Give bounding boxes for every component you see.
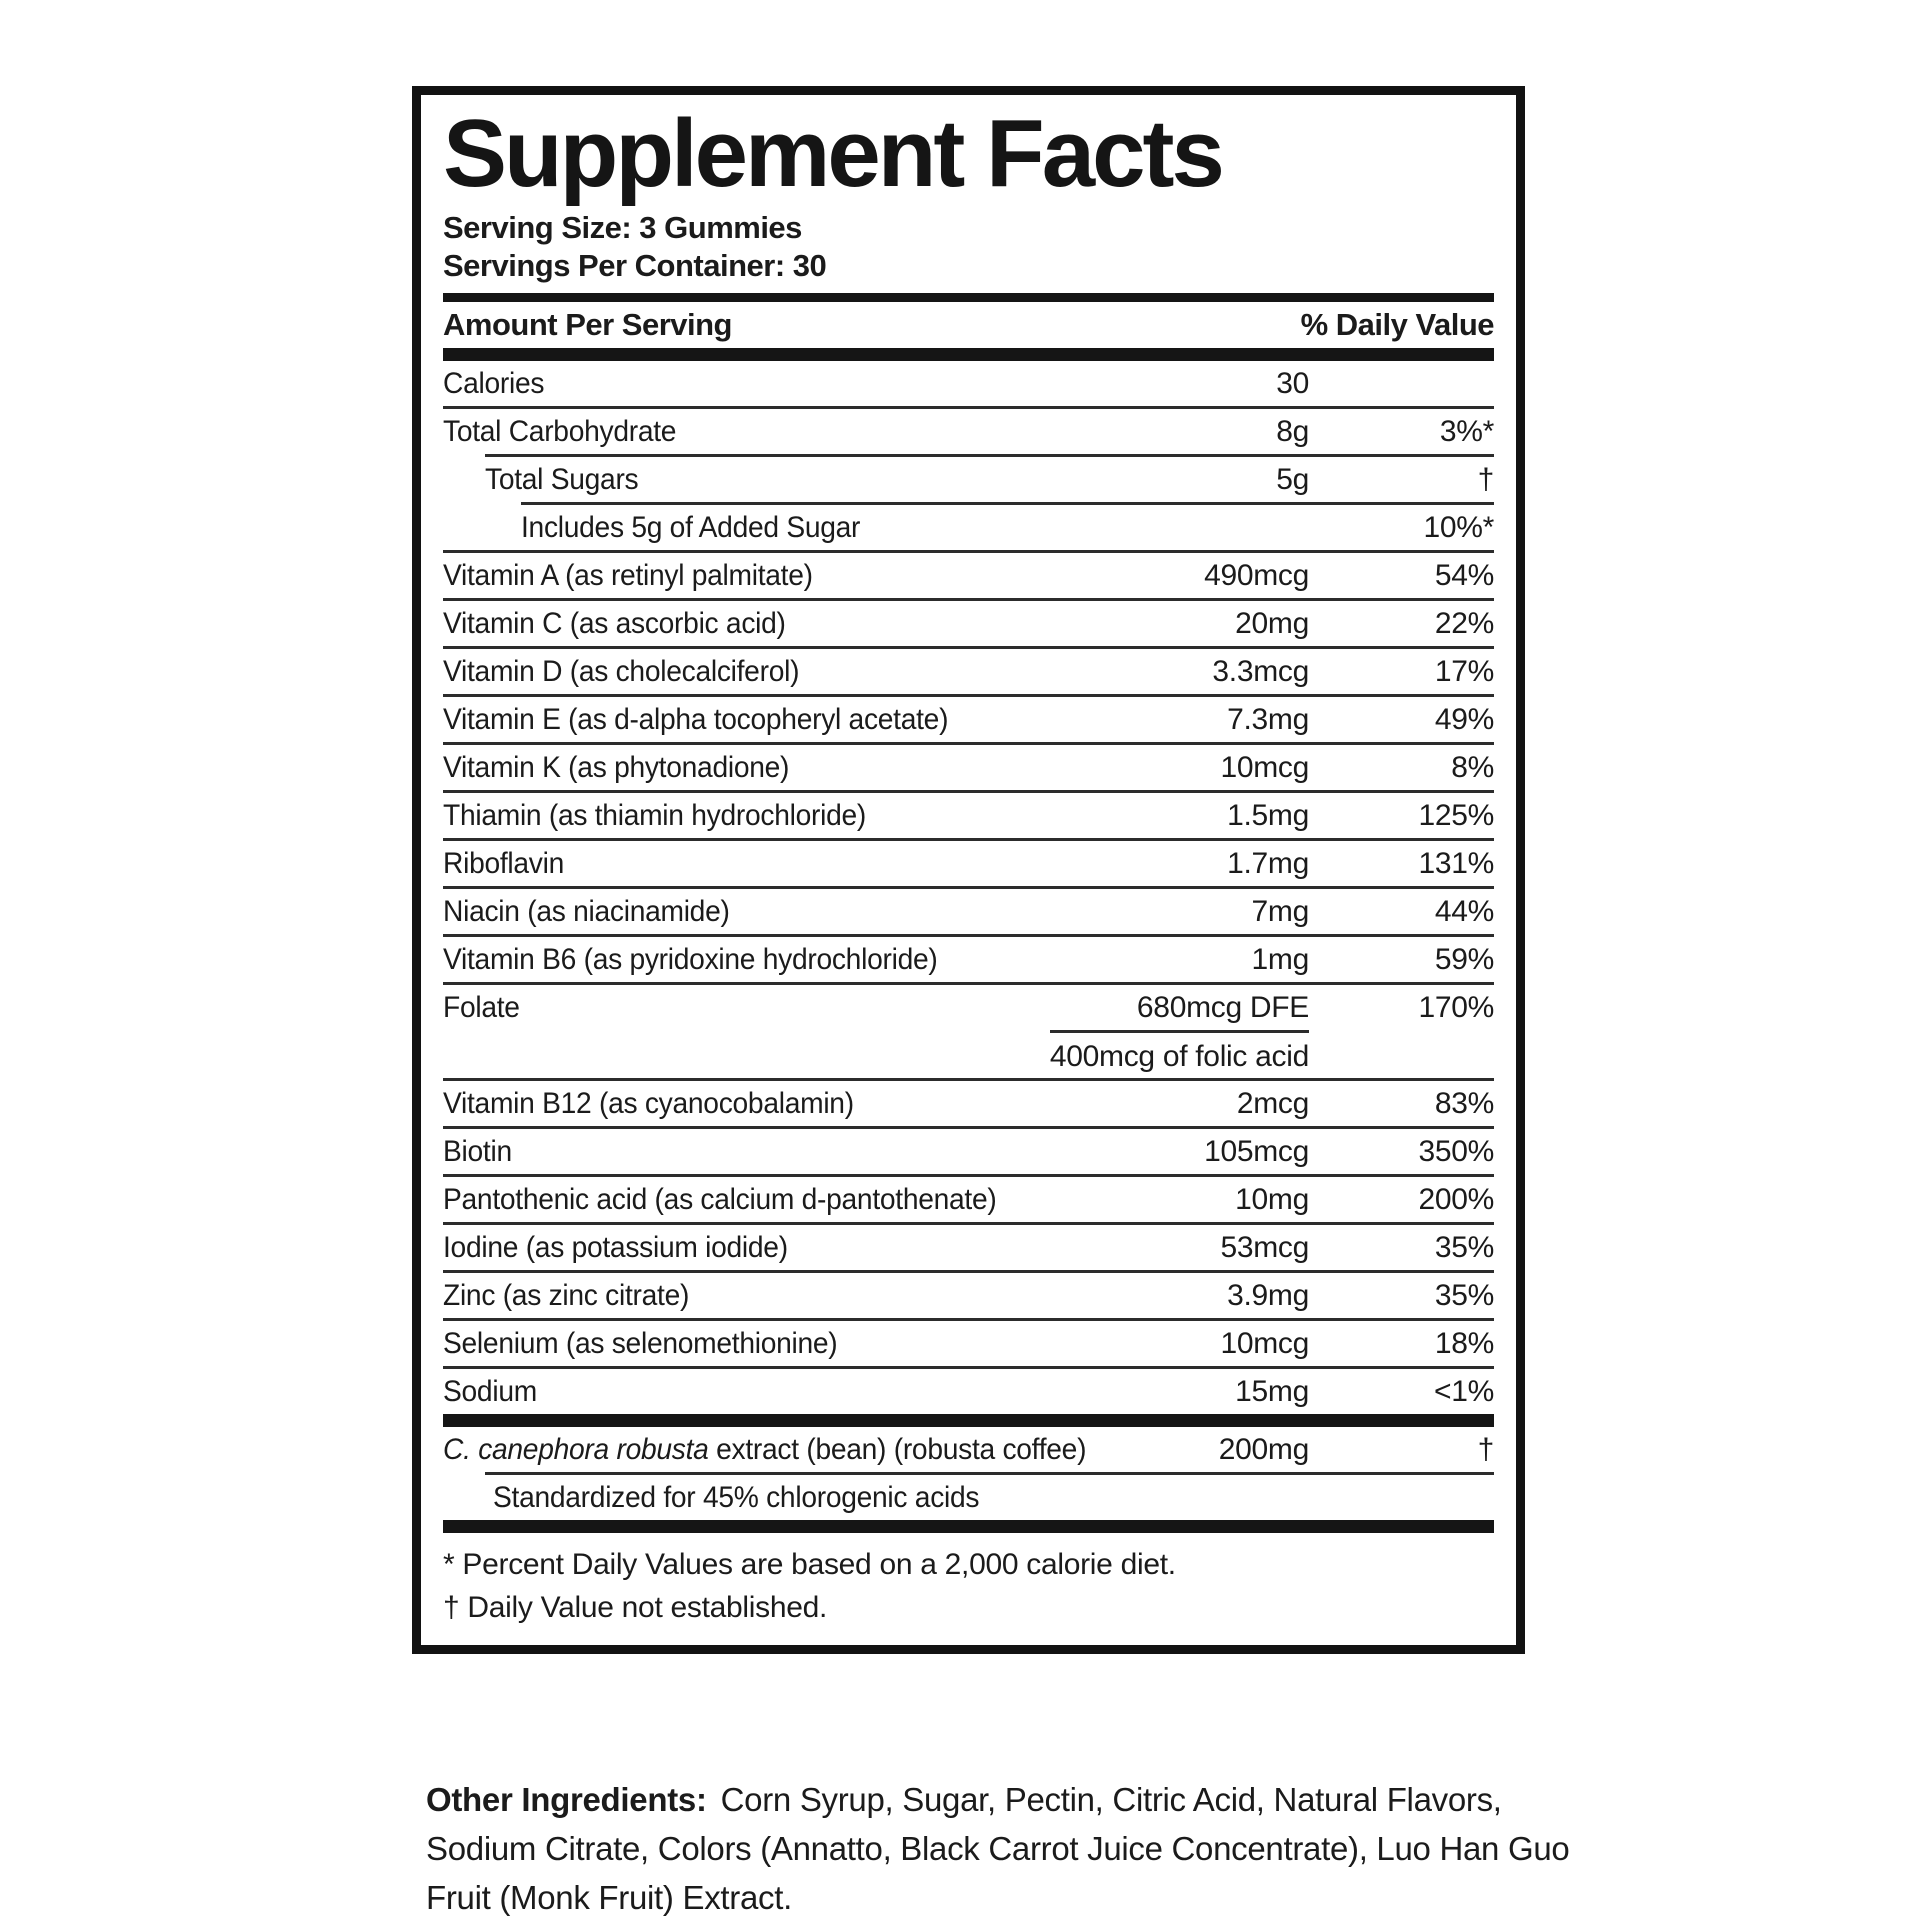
table-row xyxy=(443,982,1494,1030)
row-label: Vitamin B6 (as pyridoxine hydrochloride) xyxy=(443,942,938,976)
other-ingredients xyxy=(426,1775,1576,1920)
row-dv: 125% xyxy=(1418,798,1494,832)
row-amount: 3.3mcg xyxy=(1212,654,1309,688)
row-amount: 490mcg xyxy=(1204,558,1309,592)
standardized-subrow xyxy=(485,1472,1494,1520)
row-label: Pantothenic acid (as calcium d-pantothenate) xyxy=(443,1182,997,1216)
row-label: Iodine (as potassium iodide) xyxy=(443,1230,788,1264)
row-dv: 35% xyxy=(1434,1230,1494,1264)
serving-size: Serving Size: 3 Gummies xyxy=(443,209,802,245)
table-header-row xyxy=(443,302,1494,348)
row-amount: 7mg xyxy=(1251,894,1309,928)
row-dv: 131% xyxy=(1418,846,1494,880)
table-row xyxy=(443,790,1494,838)
row-dv: 17% xyxy=(1434,654,1494,688)
row-amount: 3.9mg xyxy=(1227,1278,1309,1312)
row-amount: 30 xyxy=(1276,366,1309,400)
row-dv: 54% xyxy=(1434,558,1494,592)
table-row xyxy=(521,502,1494,550)
standardized-text: Standardized for 45% chlorogenic acids xyxy=(493,1480,980,1514)
table-row xyxy=(443,550,1494,598)
row-label: Zinc (as zinc citrate) xyxy=(443,1278,690,1312)
row-dv: 49% xyxy=(1434,702,1494,736)
row-label: Vitamin K (as phytonadione) xyxy=(443,750,790,784)
row-label: Includes 5g of Added Sugar xyxy=(521,510,861,544)
other-ingredients-label: Other Ingredients: xyxy=(426,1781,707,1818)
header-bottom-bar xyxy=(443,348,1494,361)
header-top-bar xyxy=(443,293,1494,302)
row-dv: 3%* xyxy=(1439,414,1494,448)
row-amount: 5g xyxy=(1276,462,1309,496)
table-row xyxy=(443,694,1494,742)
row-dv: 170% xyxy=(1418,990,1494,1024)
row-label: Vitamin C (as ascorbic acid) xyxy=(443,606,786,640)
table-row xyxy=(443,646,1494,694)
table-row xyxy=(443,934,1494,982)
row-amount: 1.5mg xyxy=(1227,798,1309,832)
table-row xyxy=(443,406,1494,454)
table-row xyxy=(443,1126,1494,1174)
table-row xyxy=(443,1078,1494,1126)
row-label: Vitamin B12 (as cyanocobalamin) xyxy=(443,1086,854,1120)
table-row xyxy=(443,838,1494,886)
table-row xyxy=(443,742,1494,790)
table-row xyxy=(443,1366,1494,1414)
row-amount: 10mcg xyxy=(1220,1326,1309,1360)
footnote-dagger: † Daily Value not established. xyxy=(443,1590,828,1624)
table-row xyxy=(443,598,1494,646)
amount-per-serving-header: Amount Per Serving xyxy=(443,306,732,342)
row-label: Niacin (as niacinamide) xyxy=(443,894,730,928)
row-label: Vitamin A (as retinyl palmitate) xyxy=(443,558,813,592)
facts-rows xyxy=(443,361,1494,1533)
row-label: Calories xyxy=(443,366,545,400)
row-label: Thiamin (as thiamin hydrochloride) xyxy=(443,798,866,832)
row-amount: 105mcg xyxy=(1204,1134,1309,1168)
table-row xyxy=(443,1174,1494,1222)
thick-divider xyxy=(443,1414,1494,1427)
row-dv: 59% xyxy=(1434,942,1494,976)
row-amount: 1.7mg xyxy=(1227,846,1309,880)
table-row xyxy=(443,1318,1494,1366)
footnotes xyxy=(443,1533,1494,1635)
row-label: Sodium xyxy=(443,1374,537,1408)
row-label: Biotin xyxy=(443,1134,512,1168)
row-label: Folate xyxy=(443,990,520,1024)
row-label: Total Carbohydrate xyxy=(443,414,677,448)
row-dv: 350% xyxy=(1418,1134,1494,1168)
row-dv: † xyxy=(1477,462,1494,496)
footnote-asterisk: * Percent Daily Values are based on a 2,000 calorie diet. xyxy=(443,1547,1176,1581)
row-label: Vitamin E (as d-alpha tocopheryl acetate) xyxy=(443,702,949,736)
row-dv: 200% xyxy=(1418,1182,1494,1216)
row-amount: 10mcg xyxy=(1220,750,1309,784)
row-dv: 8% xyxy=(1451,750,1494,784)
daily-value-header: % Daily Value xyxy=(1300,306,1494,342)
row-dv: 10%* xyxy=(1423,510,1494,544)
row-label: Riboflavin xyxy=(443,846,565,880)
other-ingredients-text: Corn Syrup, Sugar, Pectin, Citric Acid, Natural Flavors, Sodium Citrate, Colors (Annatto, Black Carrot Juice Concentrate), Luo Han Guo Fruit (Monk Fruit) Extract. xyxy=(426,1781,1570,1916)
table-row xyxy=(443,361,1494,406)
row-amount: 15mg xyxy=(1235,1374,1309,1408)
row-amount: 8g xyxy=(1276,414,1309,448)
table-row xyxy=(443,886,1494,934)
row-label: Vitamin D (as cholecalciferol) xyxy=(443,654,800,688)
row-label: Total Sugars xyxy=(485,462,639,496)
row-amount: 10mg xyxy=(1235,1182,1309,1216)
folate-subrow xyxy=(443,1030,1494,1078)
thick-divider xyxy=(443,1520,1494,1533)
folate-subrow-text: 400mcg of folic acid xyxy=(1050,1030,1309,1078)
row-dv: 83% xyxy=(1434,1086,1494,1120)
row-amount: 7.3mg xyxy=(1227,702,1309,736)
row-amount: 1mg xyxy=(1251,942,1309,976)
row-amount: 200mg xyxy=(1218,1432,1309,1466)
row-amount: 680mcg DFE xyxy=(1136,990,1309,1024)
table-row xyxy=(443,1222,1494,1270)
row-amount: 2mcg xyxy=(1236,1086,1309,1120)
row-label: Selenium (as selenomethionine) xyxy=(443,1326,838,1360)
row-dv: 35% xyxy=(1434,1278,1494,1312)
row-dv: 22% xyxy=(1434,606,1494,640)
row-amount: 20mg xyxy=(1235,606,1309,640)
row-dv: 44% xyxy=(1434,894,1494,928)
row-label-italic: C. canephora robusta xyxy=(443,1432,709,1466)
row-dv: † xyxy=(1477,1432,1494,1466)
row-label: C. canephora robusta extract (bean) (robusta coffee) xyxy=(443,1432,1087,1466)
servings-per-container: Servings Per Container: 30 xyxy=(443,247,827,283)
table-row xyxy=(443,1270,1494,1318)
row-dv: <1% xyxy=(1434,1374,1494,1408)
row-amount: 53mcg xyxy=(1220,1230,1309,1264)
table-row xyxy=(443,1427,1494,1472)
row-dv: 18% xyxy=(1434,1326,1494,1360)
supplement-facts-panel xyxy=(412,86,1525,1654)
facts-title: Supplement Facts xyxy=(443,100,1222,207)
table-row xyxy=(485,454,1494,502)
